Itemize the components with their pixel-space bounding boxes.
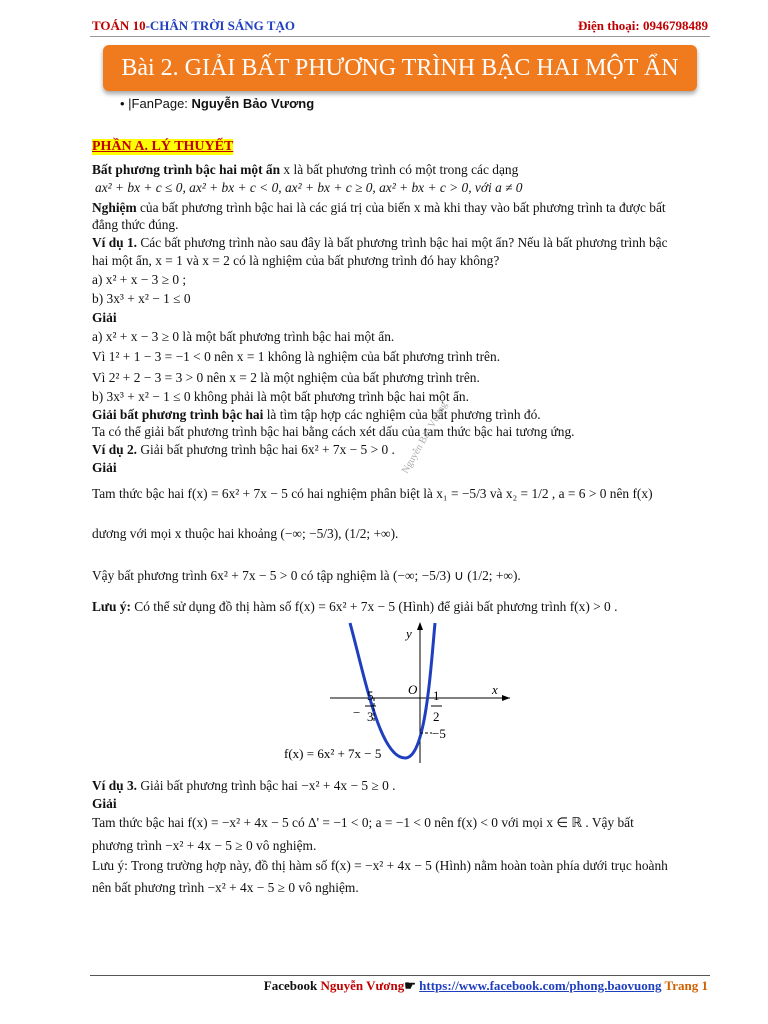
text-line: đẳng thức đúng.: [92, 217, 179, 232]
formula-line: ax² + bx + c ≤ 0, ax² + bx + c < 0, ax² + bx + c ≥ 0, ax² + bx + c > 0, với a ≠ 0: [95, 180, 523, 195]
text-line: Vì 1² + 1 − 3 = −1 < 0 nên x = 1 không là nghiệm của bất phương trình trên.: [92, 349, 501, 364]
x-axis-arrow: [502, 695, 510, 701]
parabola-curve: [350, 623, 435, 758]
footer: Facebook Nguyễn Vương☛ https://www.facebook.com/phong.baovuong Trang 1: [263, 978, 708, 993]
text-line: Tam thức bậc hai f(x) = −x² + 4x − 5 có Δ' = −1 < 0; a = −1 < 0 nên f(x) < 0 với mọi x ∈ ℝ . Vậy bất: [92, 815, 634, 830]
watermark: Nguyễn Bảo Vương: [400, 400, 450, 476]
header-subject: TOÁN 10-CHÂN TRỜI SÁNG TẠO: [92, 18, 295, 33]
text-line: Lưu ý: Trong trường hợp này, đồ thị hàm số f(x) = −x² + 4x − 5 (Hình) nằm hoàn toàn phía dưới trục hoành: [92, 858, 668, 873]
text-line: a) x² + x − 3 ≥ 0 là một bất phương trình bậc hai một ẩn.: [92, 329, 395, 344]
text-line: a) x² + x − 3 ≥ 0 ;: [92, 272, 187, 287]
parabola-graph: [270, 618, 520, 768]
text-line: Lưu ý: Có thể sử dụng đồ thị hàm số f(x) = 6x² + 7x − 5 (Hình) để giải bất phương trình f(x) > 0 .: [92, 599, 618, 614]
root1-denominator: 3: [367, 709, 374, 724]
text-line: Nghiệm của bất phương trình bậc hai là các giá trị của biến x mà khi thay vào bất phương trình ta được bất: [92, 200, 666, 215]
page-number: Trang 1: [661, 978, 708, 993]
root2-denominator: 2: [433, 709, 440, 724]
x-axis-label: x: [492, 682, 498, 697]
header-phone: Điện thoại: 0946798489: [578, 18, 708, 33]
text-line: phương trình −x² + 4x − 5 ≥ 0 vô nghiệm.: [92, 838, 317, 853]
origin-label: O: [408, 682, 418, 697]
footer-divider: [90, 975, 710, 976]
lesson-title: Bài 2. GIẢI BẤT PHƯƠNG TRÌNH BẬC HAI MỘT ẨN: [121, 54, 679, 81]
text-line: hai một ẩn, x = 1 và x = 2 có là nghiệm của bất phương trình đó hay không?: [92, 253, 500, 268]
text-line: nên bất phương trình −x² + 4x − 5 ≥ 0 vô nghiệm.: [92, 880, 359, 895]
lesson-title-banner: [103, 45, 697, 91]
text-line: Giải: [92, 796, 117, 811]
text-line: Ví dụ 3. Giải bất phương trình bậc hai −x² + 4x − 5 ≥ 0 .: [92, 778, 396, 793]
text-line: Giải: [92, 460, 117, 475]
text-line: Ta có thể giải bất phương trình bậc hai bằng cách xét dấu của tam thức bậc hai tương ứng.: [92, 424, 575, 439]
y-axis-arrow: [417, 622, 423, 630]
text-line: Giải: [92, 310, 117, 325]
y-axis-label: y: [406, 626, 412, 641]
function-label: f(x) = 6x² + 7x − 5: [284, 746, 382, 761]
root1-numerator: 5: [367, 688, 374, 703]
text-line: Bất phương trình bậc hai một ẩn x là bất phương trình có một trong các dạng: [92, 162, 519, 177]
section-title: PHẦN A. LÝ THUYẾT: [92, 139, 234, 154]
text-line: dương với mọi x thuộc hai khoảng (−∞; −5/3), (1/2; +∞).: [92, 526, 399, 541]
text-line: b) 3x³ + x² − 1 ≤ 0: [92, 291, 191, 306]
text-line: Vì 2² + 2 − 3 = 3 > 0 nên x = 2 là một nghiệm của bất phương trình trên.: [92, 370, 480, 385]
y-intercept-label: −5: [432, 726, 446, 741]
text-line: Vậy bất phương trình 6x² + 7x − 5 > 0 có tập nghiệm là (−∞; −5/3) ∪ (1/2; +∞).: [92, 568, 521, 583]
root1-sign: −: [353, 705, 361, 720]
facebook-link[interactable]: https://www.facebook.com/phong.baovuong: [419, 978, 662, 993]
fanpage-line: • |FanPage: Nguyễn Bảo Vương: [120, 96, 315, 111]
root2-numerator: 1: [433, 688, 440, 703]
text-line: Tam thức bậc hai f(x) = 6x² + 7x − 5 có hai nghiệm phân biệt là x₁ = −5/3 và x₂ = 1/2 , a = 6 > 0 nên f(x): [92, 486, 653, 501]
text-line: Ví dụ 1. Các bất phương trình nào sau đây là bất phương trình bậc hai một ẩn? Nếu là bất phương trình bậc: [92, 235, 668, 250]
header-divider: [90, 36, 710, 37]
text-line: b) 3x³ + x² − 1 ≤ 0 không phải là một bất phương trình bậc hai một ẩn.: [92, 389, 469, 404]
text-line: Ví dụ 2. Giải bất phương trình bậc hai 6x² + 7x − 5 > 0 .: [92, 442, 395, 457]
text-line: Giải bất phương trình bậc hai là tìm tập hợp các nghiệm của bất phương trình đó.: [92, 407, 541, 422]
